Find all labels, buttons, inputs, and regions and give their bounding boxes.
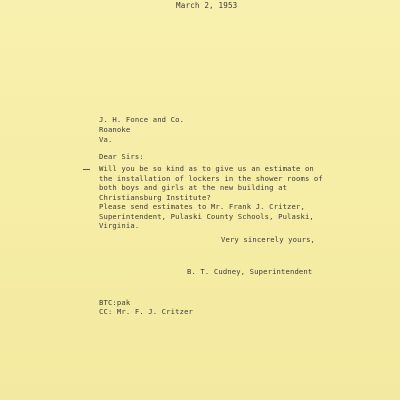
letter-date: March 2, 1953 [176, 1, 238, 10]
carbon-copy-line: CC: Mr. F. J. Critzer [99, 307, 194, 316]
margin-dash-mark [83, 169, 90, 170]
signature-line: B. T. Cudney, Superintendent [187, 267, 313, 276]
body-paragraph-1: Will you be so kind as to give us an estimate on the installation of lockers in the shower rooms of both boys and girls at the new building at Christiansburg Institute? [99, 164, 323, 202]
complimentary-closing: Very sincerely yours, [221, 235, 316, 244]
recipient-name: J. H. Fonce and Co. [99, 115, 185, 124]
typist-initials: BTC:pak [99, 298, 131, 307]
body-paragraph-2: Please send estimates to Mr. Frank J. Critzer, Superintendent, Pulaski County Schools, Pulaski, Virginia. [99, 202, 314, 231]
recipient-city: Roanoke [99, 125, 131, 134]
salutation: Dear Sirs: [99, 152, 144, 161]
recipient-state: Va. [99, 135, 113, 144]
